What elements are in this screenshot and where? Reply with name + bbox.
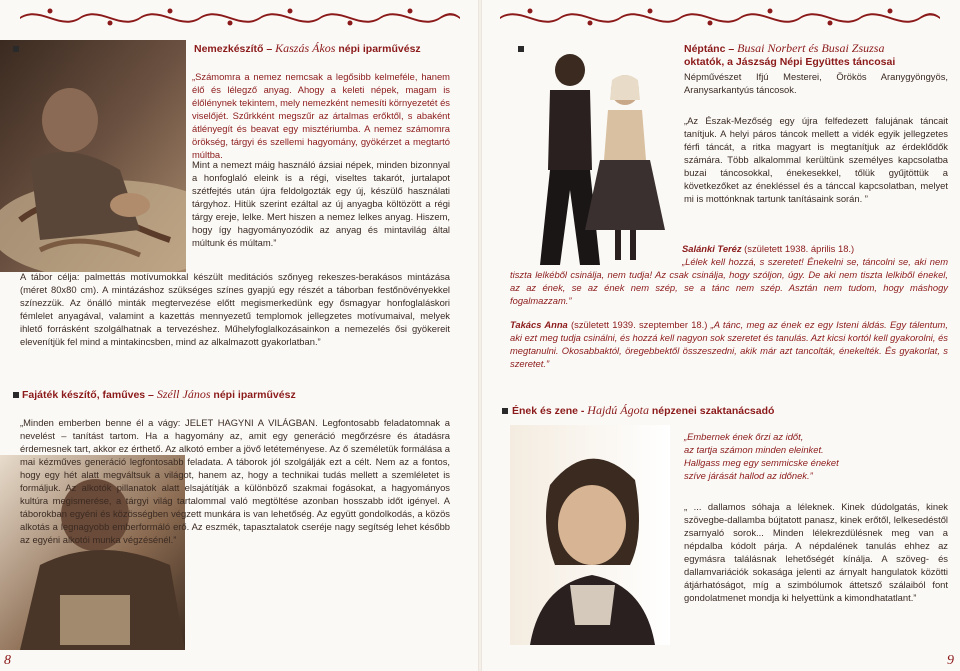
takacs-dates: (született 1939. szeptember 18.) [567,319,708,330]
section-bullet-icon [518,46,524,52]
felt-maker-photo [0,40,186,272]
ornament-border-icon [500,4,940,30]
song-music-heading: Ének és zene - Hajdú Ágota népzenei szaktanácsadó [512,403,775,417]
salanki-quote [510,242,948,307]
section-bullet-icon [13,46,19,52]
takacs-name: Takács Anna [510,319,568,330]
ornament-border-icon [20,4,460,30]
song-music-body: „ ... dallamos sóhaja a léleknek. Kinek dúdolgatás, kinek szövegbe-dallamba bújtatott panasz, kinek erőtől, lelkesedéstől zsarnyaló sorok... Minden lélekrezdülésnek meg van a népdalba kódolt párja. A népdalének tanulás ehhez az egymásra találásnak lehetőségét kínálja. A szöveg- és dallamvariációk sokasága jelenti az árnyalt hangulatok közötti átjárhatóságot, míg a szimbólumok áttetsző szálaiból font gondolatmenet mondja ki helyettünk a kimondhatatlant.” [684,501,948,603]
folk-dance-heading: Néptánc – Busai Norbert és Busai Zsuzsa oktatók, a Jászság Népi Együttes táncosai [684,41,896,68]
woodworker-body: „Minden emberben benne él a vágy: JELET HAGYNI A VILÁGBAN. Legfontosabb feladatomnak a nevelést – tanítást tartom. Ha a hagyomány az, amit egy generáció megőrzésre és átadásra érdemesnek tart, akkor ez érthető. Az alkotó ember a jövő letéteményese. Az ő személetük formálása a mai kézműves generáció legfontosabb feladata. A táborok jól szolgálják ezt a célt. Nem az a fontos, hogy egy hét alatt megváltsuk a világot, hanem az, hogy a technikai tudás mellett a szemléletet is formáljuk. Az alkotók pillanatok alatt elsajátítják a különböző szakmai fogásokat, a hagyományos kultúra megismerése, a tárgyi világ tartalommal való megtöltése azonban hosszabb időt igényel. A táborokban egyéni és közösségben végzett munkára is van lehetőség. Az együtt gondolkodás, a közös alkotás a legnagyobb emberformáló erő. Az eszmék, tapasztalatok cseréje nagy segítség lehet később az egyéni alkotói munka végzésénél.” [20,417,450,545]
right-page [480,0,960,671]
takacs-quote [510,318,948,370]
folk-dance-quote: „Az Észak-Mezőség egy újra felfedezett falujának táncait tanítjuk. A helyi páros táncok mellett a vidék egyik jellegzetes férfi táncát, a ritka magyart is megtanítjuk az érdeklődők számára. Több alkalommal kerültünk személyes kapcsolatba buzai táncosokkal, énekesekkel, tőlük gyűjtöttük a következőket az énekléssel és a tánccal kapcsolatban, melyet mi is mottónknak tartunk tanításaink során. ” [684,115,948,204]
poem-text: „Embernek ének őrzi az időt, az tartja számon minden eleinket. Hallgass meg egy semmicske éneket szíve járását hallod az időnek.” [684,431,839,481]
salanki-dates: (született 1938. április 18.) [741,243,855,254]
portrait-photo [510,425,670,645]
felt-maker-quote: „Számomra a nemez nemcsak a legősibb kelmeféle, hanem élő és lélegző anyag. Ahogy a keleti népek, magam is élőlénynek tekintem, mely nemezként nemesíti környezetét és viselőjét. Szűrkként megszűr az ártalmas erőktől, s abaként átlényegít és beavat egy misztériumba. A nemez számomra örökség, tárgyi és szellemi hagyomány, gyökérzet a megtartó múltba. [192,71,450,160]
salanki-quote-text: „Lélek kell hozzá, s szeretet! Énekelni se, táncolni se, aki nem tiszta lelkéből csinálja, nem tudja! Az csak csinálja, hogy szóljon, úgy. De aki nem tiszta lelkiből énekel, az az ének, se az ének nem szép, se a tánc nem szép. Asztán nem tudom, hogy máshogy fogalmazzam.” [510,256,948,306]
felt-maker-body: Mint a nemezt máig használó ázsiai népek, minden bizonnyal a honfoglaló eleink is a régi, viseltes takarót, jurtalapot szétfejtés után újra feldolgozták egy új, készülő használati tárgyhoz. Hitük szerint ezáltal az új anyagba költözött a régi tárgy ereje, lelke. Mert hiszen a nemez lelkes anyag. Hiszem, hogy így hagyományozódik az anyag és mintavilág által múltunk és múltam.” [192,159,450,248]
felt-maker-heading: Nemezkészítő – Kaszás Ákos népi iparművész [194,41,421,55]
takacs-quote-text: „A tánc, meg az ének ez egy Isteni áldás. Egy tálentum, aki ezt meg tudja csinálni, és hozzá kell nagyon sok szeretet és tanulás. Azt kicsi kortól kell gyakorolni, és megtanulni. Okosabbaktól, öregebbektől összeszedni, akik már azt tancolták, énekelték. És gyakorlat, s szeretet.” [510,319,948,369]
woodworker-heading: Fajáték készítő, faműves – Széll János népi iparművész [22,387,296,401]
salanki-name: Salánki Teréz [682,243,742,254]
section-bullet-icon [502,408,508,414]
page-number: 9 [947,653,954,668]
dancers-photo [520,40,676,272]
section-bullet-icon [13,392,19,398]
camp-goal-text: A tábor célja: palmettás motívumokkal készült meditációs szőnyeg rekeszes-berakásos mintázása (méret 80x80 cm). A mintázáshoz szükséges színes gyapjú egy részét a táborban festőnövényekkel színezzük. Az önálló minták megtervezése előtt megismerkedünk egy ősmagyar honfoglaláskori fémlelet anyagával, valamint a kazettás mennyezetű templomok jellegzetes motívumaival, melyek ihlető forrásként szolgálhatnak a tervezéshez. Műhelyfoglalkozásainkon a nemezelés ősi gyökereit elevenítjük fel mind a mintakincsben, mind az alkalmazott gyakorlatban.” [20,271,450,347]
page-number: 8 [4,653,11,668]
folk-dance-sub: Népművészet Ifjú Mesterei, Örökös Aranygyöngyös, Aranysarkantyús táncosok. [684,71,948,95]
